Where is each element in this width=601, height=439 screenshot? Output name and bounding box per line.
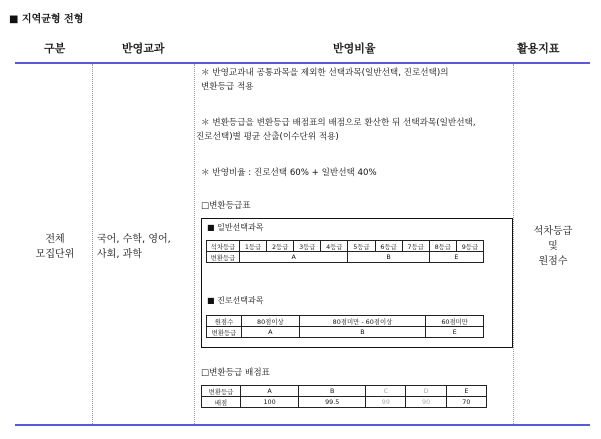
- score-table-title: □변환등급 배점표: [201, 368, 270, 378]
- table-row: [207, 241, 484, 252]
- score-value-cell: 90: [406, 397, 446, 408]
- career-subjects-title: ■ 진로선택과목: [207, 296, 264, 305]
- note-line: ＊ 반영교과내 공통과목을 제외한 선택과목(일반선택, 진로선택)의: [201, 68, 449, 78]
- grade-cell: 1등급: [240, 241, 267, 252]
- table-row: [202, 397, 487, 408]
- table-header-cell: 원점수: [207, 316, 242, 327]
- grade-cell: 8등급: [429, 241, 456, 252]
- group-cell: B: [348, 252, 429, 263]
- note-line: 변환등급 적용: [201, 82, 254, 92]
- table-top-rule: [15, 62, 590, 64]
- header-ratio: 반영비율: [333, 42, 376, 55]
- table-header-cell: 석차등급: [207, 241, 240, 252]
- table-header-cell: 배점: [202, 397, 241, 408]
- column-divider: [513, 64, 514, 424]
- score-value-cell: 70: [446, 397, 486, 408]
- grade-cell: 6등급: [375, 241, 402, 252]
- score-value-cell: 100: [241, 397, 299, 408]
- category-line: 전체: [45, 234, 65, 245]
- group-cell: A: [242, 327, 300, 338]
- table-row: [207, 316, 484, 327]
- header-subjects: 반영교과: [122, 42, 165, 55]
- category-line: 모집단위: [35, 249, 75, 260]
- score-grade-cell: C: [366, 386, 406, 397]
- note-line: 진로선택)별 평균 산출(이수단위 적용): [196, 132, 339, 142]
- score-value-cell: 99: [366, 397, 406, 408]
- career-score-table: [206, 315, 484, 338]
- category-cell: [20, 232, 90, 262]
- score-grade-cell: E: [446, 386, 486, 397]
- range-cell: 80점이상: [242, 316, 300, 327]
- indicator-cell: [515, 224, 591, 269]
- section-title: ■ 지역균형 전형: [9, 14, 84, 25]
- group-cell: E: [429, 252, 483, 263]
- range-cell: 60점미만: [426, 316, 484, 327]
- note-2: [196, 116, 476, 144]
- table-row: [207, 327, 484, 338]
- general-grade-table: [206, 240, 484, 263]
- subjects-line: 사회, 과학: [97, 249, 142, 260]
- score-grade-cell: D: [406, 386, 446, 397]
- grade-cell: 3등급: [294, 241, 321, 252]
- table-header-cell: 변환등급: [207, 252, 240, 263]
- group-cell: B: [299, 327, 426, 338]
- score-value-cell: 99.5: [299, 397, 366, 408]
- grade-cell: 5등급: [348, 241, 375, 252]
- general-subjects-title: ■ 일반선택과목: [207, 223, 264, 232]
- column-divider: [194, 64, 195, 424]
- score-grade-cell: B: [299, 386, 366, 397]
- score-table: [201, 385, 487, 408]
- grade-cell: 2등급: [267, 241, 294, 252]
- grade-cell: 4등급: [321, 241, 348, 252]
- subjects-cell: [97, 232, 171, 262]
- subjects-line: 국어, 수학, 영어,: [97, 234, 171, 245]
- group-cell: E: [426, 327, 484, 338]
- header-category: 구분: [44, 42, 66, 55]
- range-cell: 80점미만 - 60점이상: [299, 316, 426, 327]
- indicator-line: 원점수: [538, 256, 568, 267]
- indicator-line: 및: [548, 241, 558, 252]
- group-cell: A: [240, 252, 348, 263]
- table-row: [202, 386, 487, 397]
- table-row: [207, 252, 484, 263]
- indicator-line: 석차등급: [533, 226, 573, 237]
- table-header-cell: 변환등급: [207, 327, 242, 338]
- note-line: ＊ 변환등급을 변환등급 배점표의 배점으로 환산한 뒤 선택과목(일반선택,: [201, 118, 476, 128]
- header-indicator: 활용지표: [517, 42, 560, 55]
- table-bottom-rule: [15, 424, 590, 426]
- grade-cell: 9등급: [456, 241, 483, 252]
- score-grade-cell: A: [241, 386, 299, 397]
- note-1: [201, 66, 449, 94]
- grade-cell: 7등급: [402, 241, 429, 252]
- note-3: ＊ 반영비율 : 진로선택 60% + 일반선택 40%: [201, 168, 377, 178]
- table-header-cell: 변환등급: [202, 386, 241, 397]
- conversion-table-title: □변환등급표: [201, 201, 251, 211]
- column-divider: [92, 64, 93, 424]
